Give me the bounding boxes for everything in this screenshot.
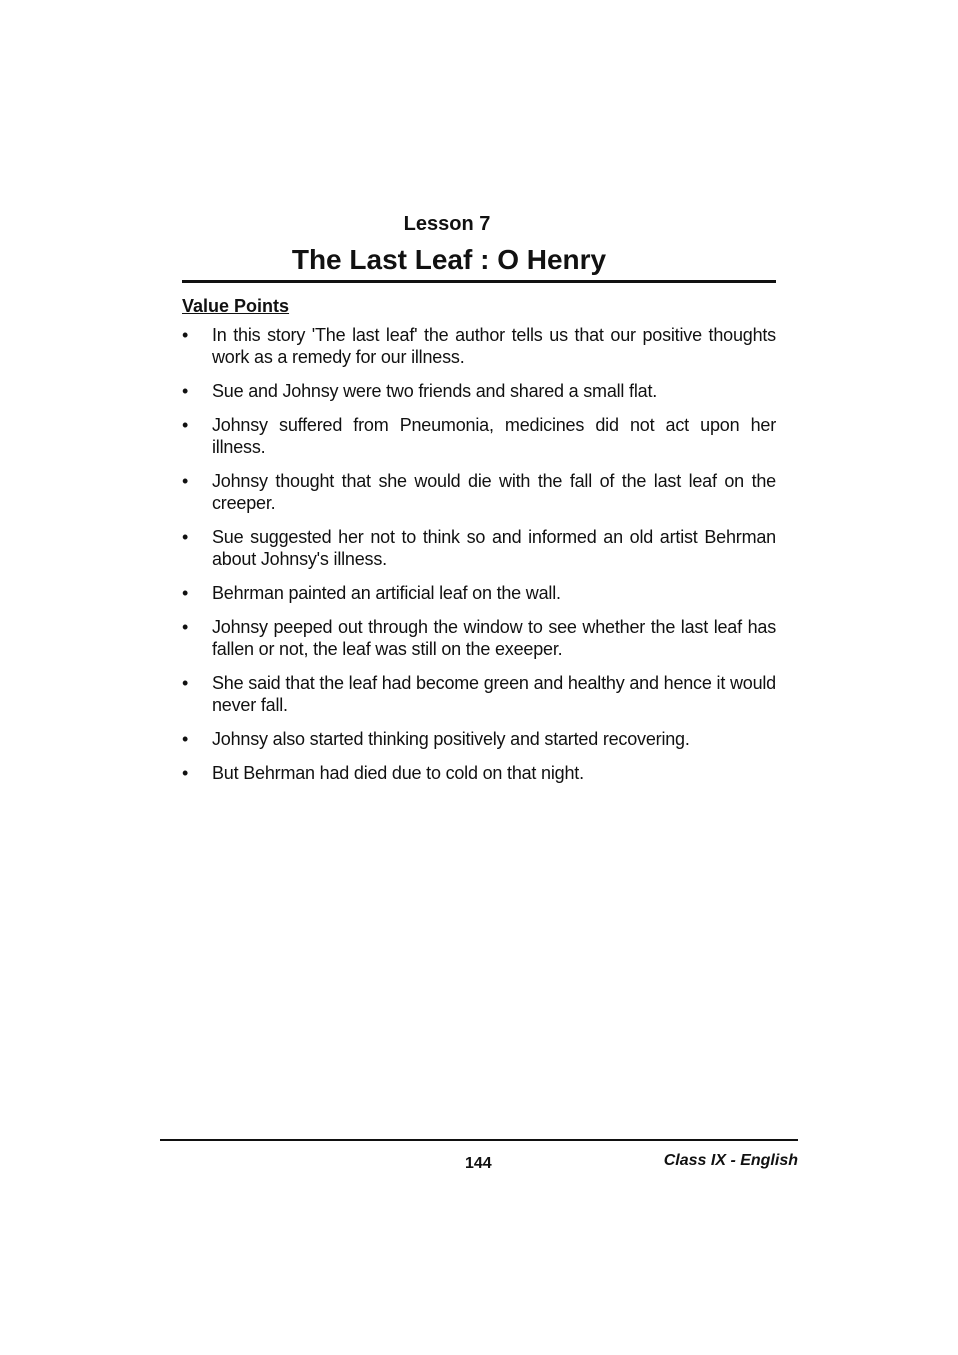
bullet-icon: • [182, 673, 189, 693]
page-title: The Last Leaf : O Henry [291, 244, 607, 275]
list-item: • But Behrman had died due to cold on that night. [182, 763, 584, 783]
list-item: • Johnsy also started thinking positively and started recovering. [182, 729, 690, 749]
bullet-icon: • [182, 729, 189, 749]
page-number: 144 [465, 1155, 492, 1172]
bullet-icon: • [182, 381, 189, 401]
bullet-icon: • [182, 527, 189, 547]
footer-divider [160, 1139, 798, 1141]
list-item: • Johnsy peeped out through the window to see whether the last leaf has fallen or not, the leaf was still on the exeeper. [182, 617, 776, 659]
list-item: • Sue suggested her not to think so and informed an old artist Behrman about Johnsy's illness. [182, 527, 776, 569]
value-points-list [182, 324, 776, 796]
title-divider [182, 280, 776, 283]
section-heading: Value Points [182, 296, 290, 316]
bullet-icon: • [182, 471, 189, 491]
bullet-icon: • [182, 415, 189, 435]
list-item: • Johnsy suffered from Pneumonia, medicines did not act upon her illness. [182, 415, 776, 457]
bullet-icon: • [182, 325, 189, 345]
book-label: Class IX - English [663, 1152, 798, 1169]
list-item: • Sue and Johnsy were two friends and shared a small flat. [182, 381, 658, 401]
list-item: • In this story 'The last leaf' the author tells us that our positive thoughts work as a remedy for our illness. [182, 325, 776, 367]
lesson-label: Lesson 7 [403, 213, 491, 235]
list-item: • She said that the leaf had become green and healthy and hence it would never fall. [182, 673, 776, 715]
bullet-icon: • [182, 617, 189, 637]
list-item: • Behrman painted an artificial leaf on the wall. [182, 583, 561, 603]
list-item: • Johnsy thought that she would die with the fall of the last leaf on the creeper. [182, 471, 776, 513]
bullet-icon: • [182, 763, 189, 783]
bullet-icon: • [182, 583, 189, 603]
